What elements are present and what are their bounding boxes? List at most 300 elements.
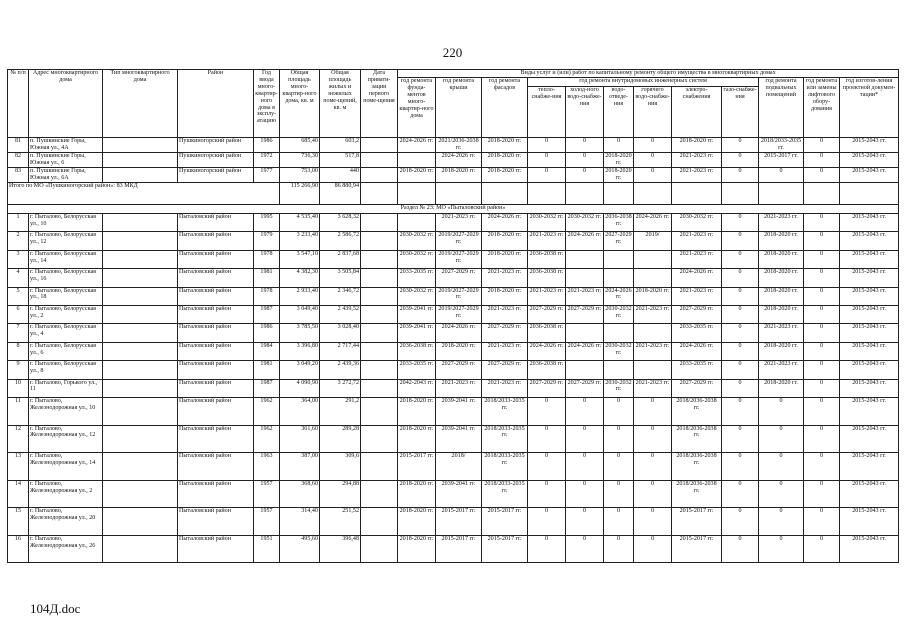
cell-year: 1977 [254, 168, 280, 183]
cell-addr: г. Пыталово, Железнодорожная ул., 26 [29, 535, 103, 563]
cell-gas: 0 [722, 397, 759, 425]
cell-base: 0 [759, 168, 804, 183]
cell-proj: 2015-2043 гг. [840, 535, 899, 563]
cell-gas: 0 [722, 508, 759, 536]
cell-type [103, 305, 178, 323]
total-row-label: Итого по МО «Пушкиногорский район»: 83 МКД [8, 183, 280, 205]
cell-area: 364,00 [280, 397, 320, 425]
table-row [8, 214, 899, 232]
cell-priv [361, 305, 398, 323]
cell-n: 8 [8, 342, 29, 360]
cell-facade: 2024-2026 гг. [482, 214, 528, 232]
cell-type [103, 397, 178, 425]
header-cold-water: холод-ного водо-снабже-ния [566, 87, 604, 138]
cell-living: 517,8 [320, 153, 361, 168]
cell-n: 5 [8, 287, 29, 305]
cell-elev: 0 [804, 168, 840, 183]
table-row [8, 269, 899, 287]
cell-year: 1972 [254, 153, 280, 168]
cell-priv [361, 508, 398, 536]
cell-n: 13 [8, 453, 29, 481]
cell-hot: 0 [634, 138, 672, 153]
cell-n: 82 [8, 153, 29, 168]
cell-gas: 0 [722, 535, 759, 563]
cell-area: 3 233,40 [280, 232, 320, 250]
cell-elev: 0 [804, 453, 840, 481]
cell-facade: 2021-2023 гг. [482, 269, 528, 287]
cell-cold [566, 269, 604, 287]
cell-elec: 2021-2023 гг. [672, 153, 722, 168]
cell-drain [604, 269, 634, 287]
cell-cold: 0 [566, 535, 604, 563]
cell-elec: 2027-2029 гг. [672, 305, 722, 323]
cell-gas: 0 [722, 480, 759, 508]
cell-drain: 2018-2020 гг. [605, 168, 632, 181]
cell-living: 2 837,68 [320, 250, 361, 268]
cell-area: 3 547,10 [280, 250, 320, 268]
header-services-title: Виды услуг и (или) работ по капитальному ремонту общего имущества в многоквартирных домах [398, 70, 899, 78]
cell-roof: 2015-2017 гг. [436, 508, 482, 536]
cell-found: 2039-2041 гг. [398, 305, 436, 323]
cell-n: 9 [8, 361, 29, 379]
cell-heat: 0 [528, 425, 566, 453]
cell-roof: 2021-2023 гг. [436, 214, 482, 232]
cell-gas: 0 [722, 232, 759, 250]
cell-area: 3 049,20 [280, 361, 320, 379]
cell-elev: 0 [804, 269, 840, 287]
cell-type [103, 214, 178, 232]
cell-priv [361, 425, 398, 453]
table-row [8, 453, 899, 481]
cell-drain: 0 [604, 453, 634, 481]
cell-hot: 2024-2026 гг. [634, 214, 672, 232]
cell-base: 0 [759, 480, 804, 508]
cell-base: 0 [759, 508, 804, 536]
cell-base: 2018-2020 гг. [759, 269, 804, 287]
cell-elec: 2024-2026 гг. [672, 269, 722, 287]
cell-priv [361, 153, 398, 168]
cell-area: 4 090,90 [280, 379, 320, 397]
cell-drain: 2018-2020 гг. [605, 153, 632, 166]
cell-cold [566, 361, 604, 379]
cell-living: 2 346,72 [320, 287, 361, 305]
cell-hot: 0 [634, 453, 672, 481]
cell-cold: 0 [566, 453, 604, 481]
cell-district: Пыталовский район [178, 250, 254, 268]
cell-roof: 2018-2020 гг. [436, 168, 482, 183]
cell-cold: 2030-2032 гг. [566, 214, 604, 232]
cell-cold: 2024-2026 гг. [566, 342, 604, 360]
cell-heat: 0 [528, 535, 566, 563]
header-electric: электро-снабжения [672, 87, 722, 138]
cell-facade: 2021-2023 гг. [482, 305, 528, 323]
cell-heat: 2036-2038 гг. [528, 250, 566, 268]
cell-heat: 2021-2023 гг. [528, 287, 566, 305]
cell-elec: 2015-2017 гг. [672, 535, 722, 563]
cell-area: 3 396,80 [280, 342, 320, 360]
cell-hot: 0 [634, 535, 672, 563]
cell-district: Пыталовский район [178, 480, 254, 508]
cell-year: 1995 [254, 214, 280, 232]
cell-addr: г. Пыталово, Белорусская ул., 16 [29, 269, 103, 287]
cell-heat: 2036-2038 гг. [528, 324, 566, 342]
cell-living: 2 586,72 [320, 232, 361, 250]
cell-found: 2018-2020 гг. [398, 397, 436, 425]
cell-drain [604, 361, 634, 379]
cell-type [103, 168, 178, 183]
cell-facade: 2021-2023 гг. [482, 379, 528, 397]
cell-elev: 0 [804, 138, 840, 153]
capital-repair-table [7, 69, 899, 563]
cell-addr: г. Пыталово, Белорусская ул., 10 [29, 214, 103, 232]
cell-n: 12 [8, 425, 29, 453]
cell-drain: 2030-2032 гг. [604, 305, 634, 323]
cell-area: 361,60 [280, 425, 320, 453]
cell-type [103, 250, 178, 268]
cell-addr: г. Пыталово, Железнодорожная ул., 14 [29, 453, 103, 481]
cell-elev: 0 [804, 305, 840, 323]
cell-drain: 2024-2026 гг. [604, 287, 634, 305]
cell-addr: п. Пушкинские Горы, Южная ул., 6 [29, 153, 103, 168]
cell-found: 2018-2020 гг. [398, 168, 436, 183]
table-row [8, 535, 899, 563]
cell-addr: г. Пыталово, Железнодорожная ул., 12 [29, 425, 103, 453]
cell-district: Пыталовский район [178, 379, 254, 397]
cell-elev: 0 [804, 361, 840, 379]
cell-district: Пыталовский район [178, 453, 254, 481]
cell-proj: 2015-2043 гг. [840, 250, 899, 268]
table-row [8, 425, 899, 453]
cell-n: 81 [8, 138, 29, 153]
cell-elev: 0 [804, 250, 840, 268]
cell-year: 1986 [254, 138, 280, 153]
cell-base: 2018-2020 гг. [759, 342, 804, 360]
cell-facade: 2027-2029 гг. [482, 361, 528, 379]
cell-living: 291,2 [320, 397, 361, 425]
cell-hot: 0 [634, 397, 672, 425]
cell-gas: 0 [722, 168, 759, 183]
cell-elev: 0 [804, 287, 840, 305]
cell-gas: 0 [722, 425, 759, 453]
cell-drain: 0 [604, 508, 634, 536]
header-basement: год ремонта подвальных помещений [759, 78, 804, 138]
cell-facade: 2018-2020 гг. [482, 250, 528, 268]
cell-roof: 2019/2027-2029 гг. [436, 250, 482, 268]
cell-type [103, 153, 178, 168]
cell-proj: 2015-2043 гг. [840, 480, 899, 508]
cell-cold: 2027-2029 гг. [566, 305, 604, 323]
cell-found: 2030-2032 гг. [398, 250, 436, 268]
table-row [8, 250, 899, 268]
header-type: Тип многоквартирного дома [103, 70, 178, 138]
header-privatization: Дата привати-зации первого поме-щения [361, 70, 398, 138]
cell-drain: 0 [604, 480, 634, 508]
cell-found: 2018-2020 гг. [398, 535, 436, 563]
cell-heat: 0 [528, 508, 566, 536]
cell-n: 3 [8, 250, 29, 268]
cell-drain: 0 [604, 535, 634, 563]
cell-hot [634, 269, 672, 287]
cell-gas: 0 [722, 214, 759, 232]
cell-living: 3 628,32 [320, 214, 361, 232]
cell-district: Пыталовский район [178, 508, 254, 536]
cell-year: 1981 [254, 269, 280, 287]
cell-living: 603,2 [320, 138, 361, 153]
cell-base: 2021-2023 гг. [759, 324, 804, 342]
cell-type [103, 232, 178, 250]
cell-gas: 0 [722, 287, 759, 305]
cell-living: 2 439,52 [320, 305, 361, 323]
cell-living: 2 439,36 [320, 361, 361, 379]
cell-priv [361, 324, 398, 342]
cell-addr: г. Пыталово, Белорусская ул., 8 [29, 361, 103, 379]
cell-roof: 2024-2026 гг. [436, 153, 482, 168]
cell-living: 309,6 [320, 453, 361, 481]
cell-base: 2018/2033-2035 гг. [759, 138, 804, 153]
cell-cold [566, 250, 604, 268]
cell-elev: 0 [804, 232, 840, 250]
cell-addr: п. Пушкинские Горы, Южная ул., 4А [29, 138, 103, 153]
cell-hot: 2021-2023 гг. [634, 305, 672, 323]
cell-found [398, 153, 436, 168]
cell-facade: 2027-2029 гг. [482, 324, 528, 342]
cell-living: 289,28 [320, 425, 361, 453]
cell-cold: 0 [566, 138, 604, 153]
table-row [8, 153, 899, 168]
cell-area: 3 785,50 [280, 324, 320, 342]
cell-priv [361, 453, 398, 481]
cell-found: 2024-2026 гг. [398, 138, 436, 153]
cell-facade: 2018-2020 гг. [482, 232, 528, 250]
cell-addr: г. Пыталово, Белорусская ул., 6 [29, 342, 103, 360]
cell-priv [361, 250, 398, 268]
cell-district: Пыталовский район [178, 535, 254, 563]
cell-living: 396,48 [320, 535, 361, 563]
table-row [8, 138, 899, 153]
cell-year: 1987 [254, 379, 280, 397]
cell-hot: 0 [634, 508, 672, 536]
table-row [8, 480, 899, 508]
cell-year: 1963 [254, 453, 280, 481]
cell-year: 1978 [254, 287, 280, 305]
header-address: Адрес многоквартирного дома [29, 70, 103, 138]
cell-priv [361, 397, 398, 425]
cell-heat: 2030-2032 гг. [528, 214, 566, 232]
cell-facade: 2021-2023 гг. [482, 342, 528, 360]
cell-addr: г. Пыталово, Белорусская ул., 14 [29, 250, 103, 268]
cell-drain [604, 250, 634, 268]
cell-district: Пыталовский район [178, 287, 254, 305]
footer-filename: 104Д.doc [30, 601, 81, 616]
cell-priv [361, 287, 398, 305]
cell-addr: г. Пыталово, Железнодорожная ул., 20 [29, 508, 103, 536]
cell-elev: 0 [804, 425, 840, 453]
cell-cold [566, 324, 604, 342]
cell-hot [634, 250, 672, 268]
cell-cold: 0 [566, 397, 604, 425]
cell-elec: 2018/2036-2038 гг. [672, 425, 722, 453]
cell-found: 2018-2020 гг. [398, 425, 436, 453]
cell-heat: 0 [528, 153, 566, 168]
cell-area: 4 382,30 [280, 269, 320, 287]
cell-found: 2039-2041 гг. [398, 324, 436, 342]
header-num: № п/п [8, 70, 29, 138]
cell-cold: 0 [566, 480, 604, 508]
cell-base: 0 [759, 453, 804, 481]
cell-proj: 2015-2043 гг. [840, 138, 899, 153]
cell-district: Пыталовский район [178, 305, 254, 323]
cell-heat: 2021-2023 гг. [528, 232, 566, 250]
cell-facade: 2018/2033-2035 гг. [482, 397, 528, 425]
cell-n: 14 [8, 480, 29, 508]
cell-year: 1957 [254, 508, 280, 536]
cell-elev: 0 [804, 379, 840, 397]
cell-drain [604, 324, 634, 342]
cell-n: 7 [8, 324, 29, 342]
cell-gas: 0 [722, 269, 759, 287]
cell-roof: 2019/2027-2029 гг. [436, 232, 482, 250]
header-heat: тепло-снабже-ния [528, 87, 566, 138]
cell-district: Пушкиногорский район [178, 138, 254, 153]
cell-roof: 2018/ [436, 453, 482, 481]
cell-proj: 2015-2043 гг. [840, 153, 899, 168]
cell-base: 0 [759, 425, 804, 453]
header-elevator: год ремонта или замены лифтового обору-дования [804, 78, 840, 138]
cell-priv [361, 342, 398, 360]
cell-elec: 2021-2023 гг. [672, 232, 722, 250]
cell-found: 2018-2020 гг. [398, 508, 436, 536]
cell-year: 1979 [254, 232, 280, 250]
cell-type [103, 287, 178, 305]
cell-n: 11 [8, 397, 29, 425]
cell-gas: 0 [722, 453, 759, 481]
cell-addr: п. Пушкинские Горы, Южная ул., 6А [29, 168, 103, 183]
cell-hot: 2018-2020 гг. [634, 287, 672, 305]
table-row [8, 379, 899, 397]
cell-area: 685,40 [280, 138, 320, 153]
cell-hot: 2021-2023 гг. [634, 342, 672, 360]
cell-area: 2 933,40 [280, 287, 320, 305]
cell-hot: 0 [634, 425, 672, 453]
cell-found: 2015-2017 гг. [398, 453, 436, 481]
cell-elec: 2030-2032 гг. [672, 214, 722, 232]
header-facade: год ремонта фасадов [482, 78, 528, 138]
cell-priv [361, 214, 398, 232]
cell-priv [361, 232, 398, 250]
cell-hot: 0 [634, 153, 672, 168]
cell-district: Пыталовский район [178, 214, 254, 232]
cell-heat: 0 [528, 453, 566, 481]
cell-addr: г. Пыталово, Железнодорожная ул., 2 [29, 480, 103, 508]
cell-addr: г. Пыталово, Белорусская ул., 4 [29, 324, 103, 342]
cell-priv [361, 138, 398, 153]
cell-facade: 2015-2017 гг. [482, 508, 528, 536]
cell-year: 1962 [254, 425, 280, 453]
cell-addr: г. Пыталово, Железнодорожная ул., 10 [29, 397, 103, 425]
cell-drain: 2030-2032 гг. [604, 379, 634, 397]
cell-hot: 0 [634, 480, 672, 508]
cell-cold: 0 [566, 508, 604, 536]
cell-roof: 2015-2017 гг. [436, 535, 482, 563]
cell-cold: 2021-2023 гг. [566, 287, 604, 305]
cell-found: 2030-2032 гг. [398, 232, 436, 250]
cell-drain: 0 [604, 138, 634, 153]
cell-elec: 2018/2036-2038 гг. [672, 480, 722, 508]
cell-district: Пыталовский район [178, 232, 254, 250]
table-row [8, 397, 899, 425]
cell-living: 2 717,44 [320, 342, 361, 360]
cell-type [103, 453, 178, 481]
cell-living: 294,88 [320, 480, 361, 508]
cell-roof: 2024-2026 гг. [436, 324, 482, 342]
cell-area: 753,00 [280, 168, 320, 183]
cell-district: Пыталовский район [178, 342, 254, 360]
cell-n: 1 [8, 214, 29, 232]
cell-base: 2018-2020 гг. [759, 287, 804, 305]
cell-cold: 0 [566, 153, 604, 168]
cell-addr: г. Пыталово, Белорусская ул., 2 [29, 305, 103, 323]
cell-proj: 2015-2043 гг. [840, 342, 899, 360]
table-row [8, 305, 899, 323]
header-drainage: водо-отведе-ния [604, 87, 634, 138]
section-title: Раздел № 23: МО «Пыталовский район» [8, 205, 899, 214]
cell-year: 1957 [254, 480, 280, 508]
cell-roof: 2021/2036-2038 гг. [436, 138, 482, 153]
cell-district: Пушкиногорский район [178, 153, 254, 168]
table-row [8, 232, 899, 250]
cell-elec: 2021-2023 гг. [672, 250, 722, 268]
cell-gas: 0 [722, 153, 759, 168]
cell-proj: 2015-2043 гг. [840, 287, 899, 305]
cell-elec: 2033-2035 гг. [672, 361, 722, 379]
cell-type [103, 138, 178, 153]
table-row [8, 324, 899, 342]
cell-heat: 0 [528, 397, 566, 425]
cell-area: 736,30 [280, 153, 320, 168]
cell-year: 1986 [254, 324, 280, 342]
cell-proj: 2015-2043 гг. [840, 397, 899, 425]
cell-facade: 2018-2020 гг. [482, 287, 528, 305]
cell-elev: 0 [804, 397, 840, 425]
cell-type [103, 379, 178, 397]
cell-living: 3 505,84 [320, 269, 361, 287]
header-hot-water: горячего водо-снабже-ния [634, 87, 672, 138]
header-year-built: Год ввода много-квартир-ного дома в эксплу-атацию [254, 70, 280, 138]
header-roof: год ремонта крыши [436, 78, 482, 138]
cell-gas: 0 [722, 305, 759, 323]
cell-heat: 2024-2026 гг. [528, 342, 566, 360]
cell-area: 314,40 [280, 508, 320, 536]
header-district: Район [178, 70, 254, 138]
cell-priv [361, 269, 398, 287]
header-living-area: Общая площадь жилых и нежилых поме-щений, кв. м [320, 70, 361, 138]
cell-facade: 2018/2033-2035 гг. [482, 425, 528, 453]
total-row-area: 115 266,90 [280, 183, 320, 205]
cell-area: 3 049,40 [280, 305, 320, 323]
cell-priv [361, 535, 398, 563]
cell-proj: 2015-2043 гг. [840, 305, 899, 323]
cell-hot: 0 [634, 168, 672, 183]
cell-heat: 2027-2029 гг. [528, 305, 566, 323]
cell-addr: г. Пыталово, Белорусская ул., 12 [29, 232, 103, 250]
cell-proj: 2015-2043 гг. [840, 453, 899, 481]
cell-base: 0 [759, 397, 804, 425]
cell-type [103, 535, 178, 563]
cell-n: 6 [8, 305, 29, 323]
cell-roof: 2039-2041 гг. [436, 397, 482, 425]
cell-addr: г. Пыталово, Белорусская ул., 18 [29, 287, 103, 305]
cell-heat: 0 [528, 168, 566, 183]
